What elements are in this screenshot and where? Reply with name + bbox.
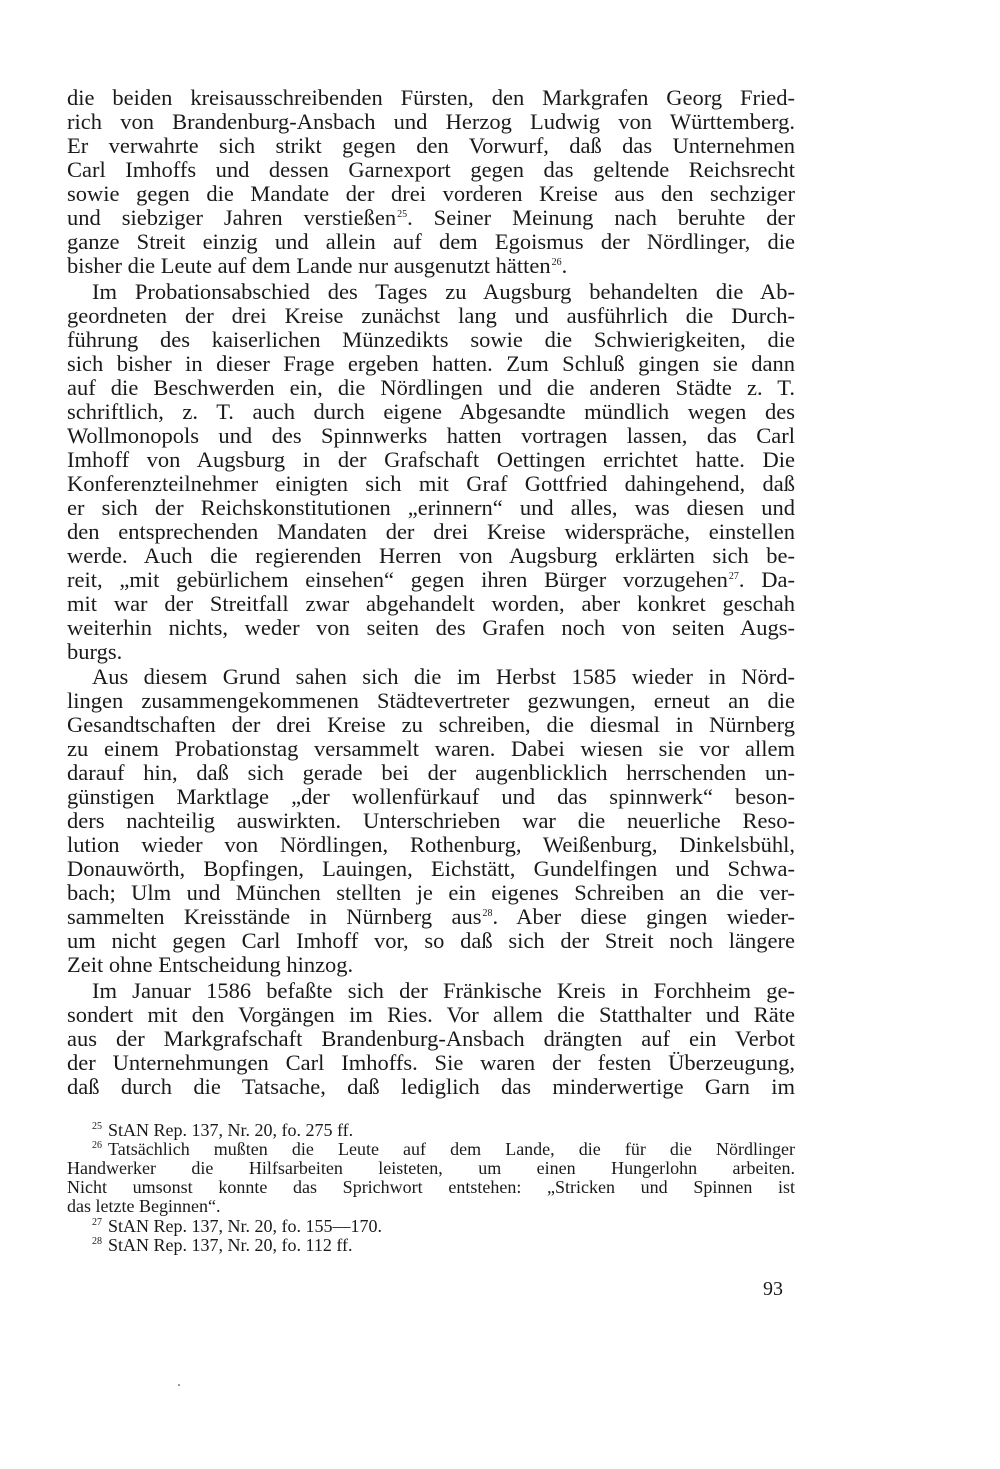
body-text: . Aber diese gingen wieder-	[492, 904, 795, 929]
scan-speck	[178, 1384, 180, 1386]
body-line: darauf hin, daß sich gerade bei der augenblicklich herrschenden un-	[67, 760, 795, 785]
body-line: führung des kaiserlichen Münzedikts sowie die Schwierigkeiten, die	[67, 327, 795, 352]
body-line	[67, 905, 795, 929]
body-line: der Unternehmungen Carl Imhoffs. Sie waren der festen Überzeugung,	[67, 1050, 795, 1075]
body-line	[67, 206, 795, 230]
body-line: rich von Brandenburg-Ansbach und Herzog Ludwig von Württemberg.	[67, 109, 795, 134]
footnote-number: 26	[92, 1140, 102, 1151]
footnote-25	[92, 1121, 795, 1140]
body-line: den entsprechenden Mandaten der drei Kreise widerspräche, einstellen	[67, 519, 795, 544]
body-line: Er verwahrte sich strikt gegen den Vorwurf, daß das Unternehmen	[67, 133, 795, 158]
body-line: die beiden kreisausschreibenden Fürsten, den Markgrafen Georg Fried-	[67, 85, 795, 110]
footnote-28	[92, 1236, 795, 1255]
body-line: Konferenzteilnehmer einigten sich mit Graf Gottfried dahingehend, daß	[67, 471, 795, 496]
body-text: .	[561, 253, 568, 278]
body-line: bach; Ulm und München stellten je ein eigenes Schreiben an die ver-	[67, 880, 795, 905]
body-line: werde. Auch die regierenden Herren von Augsburg erklärten sich be-	[67, 543, 795, 568]
body-line: sich bisher in dieser Frage ergeben hatten. Zum Schluß gingen sie dann	[67, 351, 795, 376]
body-line: zu einem Probationstag versammelt waren. Dabei wiesen sie vor allem	[67, 736, 795, 761]
body-line: um nicht gegen Carl Imhoff vor, so daß sich der Streit noch längere	[67, 928, 795, 953]
body-line: Imhoff von Augsburg in der Grafschaft Oettingen errichtet hatte. Die	[67, 447, 795, 472]
body-text: und siebziger Jahren verstießen	[67, 205, 397, 230]
body-line: schriftlich, z. T. auch durch eigene Abgesandte mündlich wegen des	[67, 399, 795, 424]
footnote-reference: 25	[397, 208, 408, 220]
body-line: weiterhin nichts, weder von seiten des Grafen noch von seiten Augs-	[67, 615, 795, 640]
footnote-line: das letzte Beginnen“.	[67, 1196, 221, 1216]
body-line: geordneten der drei Kreise zunächst lang und ausführlich die Durch-	[67, 303, 795, 328]
footnote-number: 28	[92, 1236, 102, 1247]
body-line: aus der Markgrafschaft Brandenburg-Ansbach drängten auf ein Verbot	[67, 1026, 795, 1051]
body-line: mit war der Streitfall zwar abgehandelt worden, aber konkret geschah	[67, 591, 795, 616]
body-line: Zeit ohne Entscheidung hinzog.	[67, 952, 354, 977]
body-line	[67, 568, 795, 592]
body-line: daß durch die Tatsache, daß lediglich das minderwertige Garn im	[67, 1074, 795, 1099]
body-text: reit, „mit gebürlichem einsehen“ gegen ihren Bürger vorzugehen	[67, 567, 728, 592]
body-line: sowie gegen die Mandate der drei vorderen Kreise aus den sechziger	[67, 181, 795, 206]
footnote-number: 25	[92, 1121, 102, 1132]
body-text: bisher die Leute auf dem Lande nur ausgenutzt hätten	[67, 253, 551, 278]
footnote-line: Handwerker die Hilfsarbeiten leisteten, um einen Hungerlohn arbeiten.	[67, 1158, 795, 1178]
body-line: auf die Beschwerden ein, die Nördlingen und die anderen Städte z. T.	[67, 375, 795, 400]
body-line: Donauwörth, Bopfingen, Lauingen, Eichstätt, Gundelfingen und Schwa-	[67, 856, 795, 881]
body-line: lingen zusammengekommenen Städtevertreter gezwungen, erneut an die	[67, 688, 795, 713]
body-line: ders nachteilig auswirkten. Unterschrieben war die neuerliche Reso-	[67, 808, 795, 833]
footnote-line: Nicht umsonst konnte das Sprichwort entstehen: „Stricken und Spinnen ist	[67, 1177, 795, 1197]
body-text: . Da-	[738, 567, 795, 592]
body-line: günstigen Marktlage „der wollenfürkauf und das spinnwerk“ beson-	[67, 784, 795, 809]
footnote-reference: 26	[551, 256, 562, 268]
body-line: Gesandtschaften der drei Kreise zu schreiben, die diesmal in Nürnberg	[67, 712, 795, 737]
body-line: Carl Imhoffs und dessen Garnexport gegen das geltende Reichsrecht	[67, 157, 795, 182]
page-number: 93	[763, 1278, 783, 1300]
body-line: Wollmonopols und des Spinnwerks hatten vortragen lassen, das Carl	[67, 423, 795, 448]
body-line: Aus diesem Grund sahen sich die im Herbst 1585 wieder in Nörd-	[92, 664, 795, 689]
footnote-text: StAN Rep. 137, Nr. 20, fo. 112 ff.	[108, 1235, 353, 1255]
body-text: sammelten Kreisstände in Nürnberg aus	[67, 904, 482, 929]
footnote-text: StAN Rep. 137, Nr. 20, fo. 275 ff.	[108, 1120, 354, 1140]
body-line	[67, 254, 795, 278]
footnote-reference: 27	[728, 570, 739, 582]
body-text: . Seiner Meinung nach beruhte der	[407, 205, 795, 230]
footnote-number: 27	[92, 1217, 102, 1228]
footnote-reference: 28	[482, 907, 493, 919]
body-line: lution wieder von Nördlingen, Rothenburg, Weißenburg, Dinkelsbühl,	[67, 832, 795, 857]
footnote-26	[92, 1140, 795, 1159]
body-line: burgs.	[67, 639, 123, 664]
footnote-27	[92, 1217, 795, 1236]
body-line: er sich der Reichskonstitutionen „erinnern“ und alles, was diesen und	[67, 495, 795, 520]
body-line: Im Probationsabschied des Tages zu Augsburg behandelten die Ab-	[92, 279, 795, 304]
body-line: Im Januar 1586 befaßte sich der Fränkische Kreis in Forchheim ge-	[92, 978, 795, 1003]
body-line: ganze Streit einzig und allein auf dem Egoismus der Nördlinger, die	[67, 229, 795, 254]
footnote-text: Tatsächlich mußten die Leute auf dem Lande, die für die Nördlinger	[108, 1139, 795, 1159]
footnote-text: StAN Rep. 137, Nr. 20, fo. 155—170.	[108, 1216, 382, 1236]
body-line: sondert mit den Vorgängen im Ries. Vor allem die Statthalter und Räte	[67, 1002, 795, 1027]
